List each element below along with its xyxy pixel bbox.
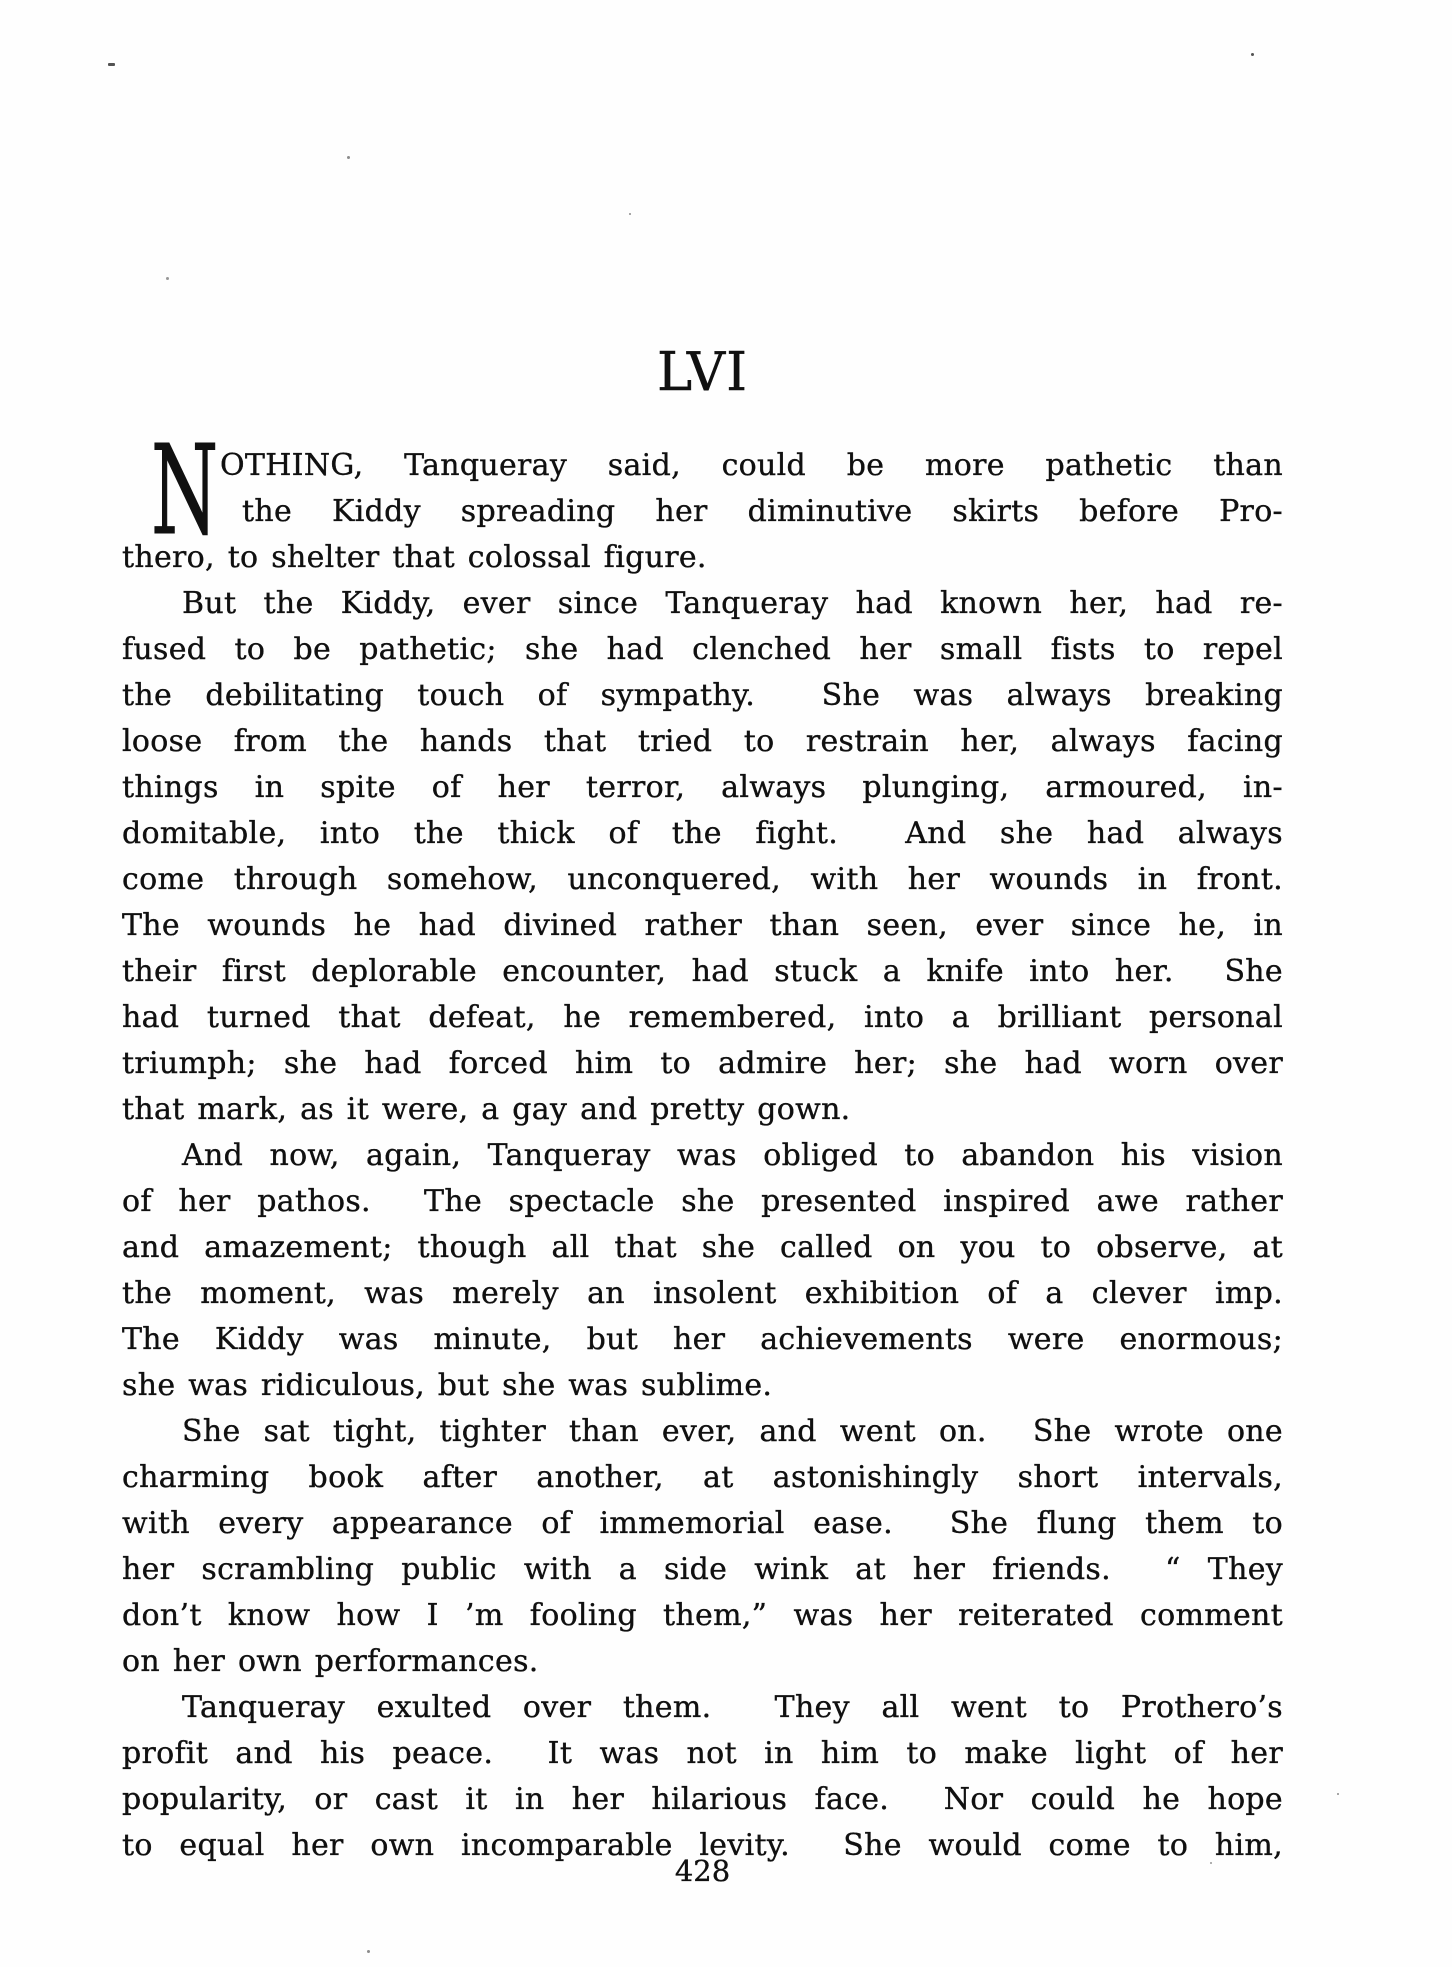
text-line: But the Kiddy, ever since Tanqueray had known her, had re- [182,586,1283,621]
text-line: the moment, was merely an insolent exhibition of a clever imp. [122,1276,1283,1311]
text-line: her scrambling public with a side wink at her friends. “ They [122,1552,1283,1587]
paragraph [122,581,1283,1133]
scan-speck [166,277,169,280]
page-number: 428 [674,1854,731,1888]
paragraph [122,1133,1283,1409]
text-line: their first deplorable encounter, had stuck a knife into her. She [122,954,1283,989]
text-line: fused to be pathetic; she had clenched her small fists to repel [122,632,1283,667]
text-line: don’t know how I ’m fooling them,” was her reiterated comment [122,1598,1283,1633]
text-line: domitable, into the thick of the fight. And she had always [122,816,1283,851]
text-line: profit and his peace. It was not in him to make light of her [122,1736,1283,1771]
paragraph [122,1685,1283,1869]
scan-speck [108,63,115,66]
text-line: of her pathos. The spectacle she presented inspired awe rather [122,1184,1283,1219]
text-line: triumph; she had forced him to admire her; she had worn over [122,1046,1283,1081]
text-line: OTHING, Tanqueray said, could be more pathetic than [220,448,1283,483]
text-line: The Kiddy was minute, but her achievements were enormous; [122,1322,1283,1357]
text-line: charming book after another, at astonishingly short intervals, [122,1460,1283,1495]
text-line: The wounds he had divined rather than seen, ever since he, in [122,908,1283,943]
text-line: on her own performances. [122,1644,539,1679]
text-line: loose from the hands that tried to restrain her, always facing [122,724,1283,759]
text-line: Tanqueray exulted over them. They all went to Prothero’s [182,1690,1283,1725]
text-line: had turned that defeat, he remembered, into a brilliant personal [122,1000,1283,1035]
scan-speck [1210,1862,1212,1864]
drop-cap: N [151,419,219,563]
paragraph [122,419,1283,581]
text-line: She sat tight, tighter than ever, and went on. She wrote one [182,1414,1283,1449]
text-line: that mark, as it were, a gay and pretty gown. [122,1092,851,1127]
chapter-heading: LVI [656,342,749,403]
scan-speck [1337,1793,1339,1795]
scan-speck [629,213,631,215]
text-line: the Kiddy spreading her diminutive skirts before Pro- [242,494,1283,529]
text-line: she was ridiculous, but she was sublime. [122,1368,773,1403]
text-line: popularity, or cast it in her hilarious face. Nor could he hope [122,1782,1283,1817]
text-line: the debilitating touch of sympathy. She was always breaking [122,678,1283,713]
text-line: and amazement; though all that she called on you to observe, at [122,1230,1283,1265]
scan-speck [367,1950,370,1953]
text-block [122,419,1283,1869]
text-line: with every appearance of immemorial ease. She flung them to [122,1506,1283,1541]
scan-speck [1251,53,1254,56]
paragraph [122,1409,1283,1685]
text-line: And now, again, Tanqueray was obliged to abandon his vision [182,1138,1283,1173]
scan-speck [347,156,350,159]
text-line: thero, to shelter that colossal figure. [122,540,707,575]
text-line: to equal her own incomparable levity. She would come to him, [122,1828,1283,1863]
text-line: things in spite of her terror, always plunging, armoured, in- [122,770,1283,805]
text-line: come through somehow, unconquered, with her wounds in front. [122,862,1283,897]
